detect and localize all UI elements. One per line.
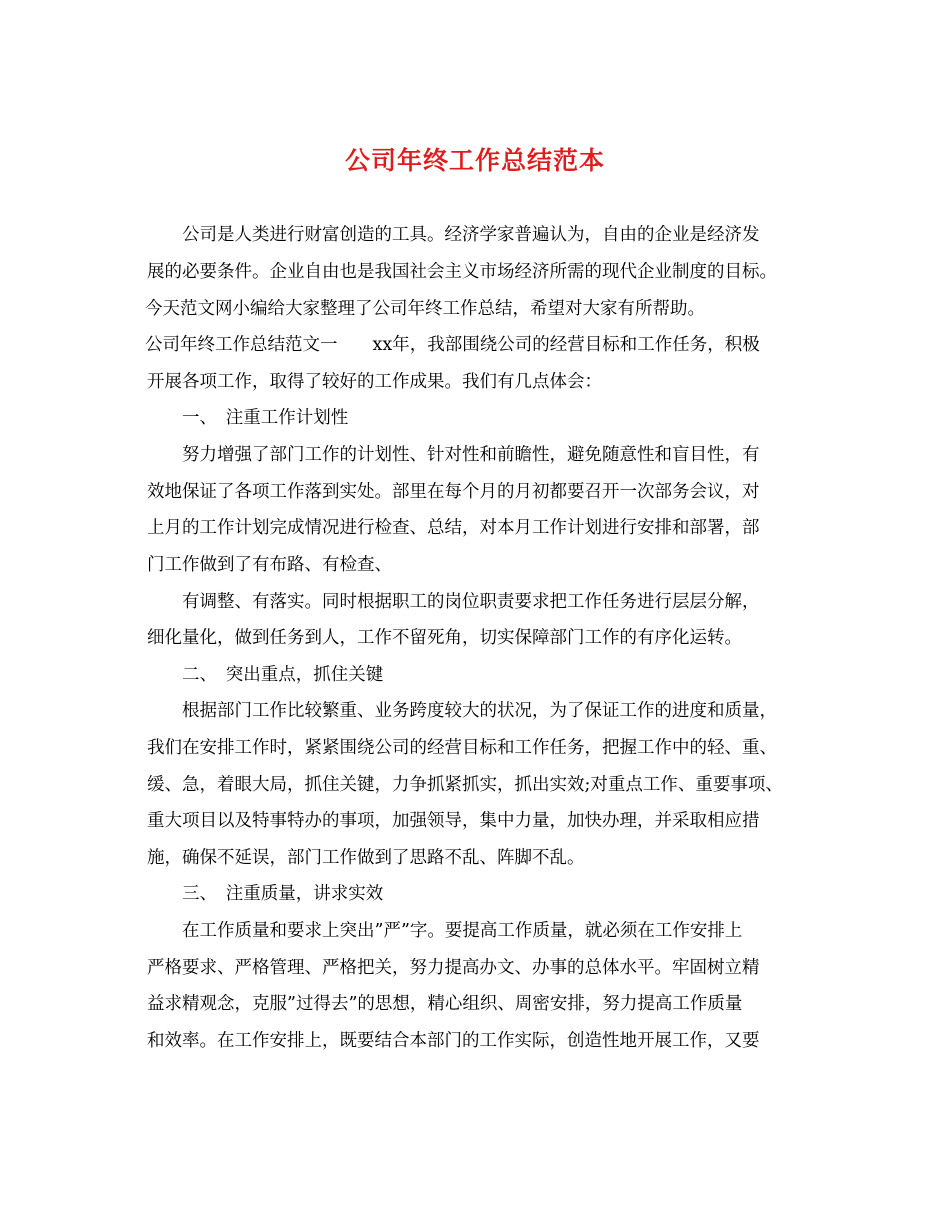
section-heading: 二、 突出重点，抓住关键 <box>182 665 384 685</box>
paragraph-line: 重大项目以及特事特办的事项，加强领导，集中力量，加快办理，并采取相应措 <box>147 811 760 831</box>
paragraph-line: 努力增强了部门工作的计划性、针对性和前瞻性，避免随意性和盲目性，有 <box>182 445 760 465</box>
paragraph-line: 开展各项工作，取得了较好的工作成果。我们有几点体会： <box>147 372 602 392</box>
paragraph-line: 我们在安排工作时，紧紧围绕公司的经营目标和工作任务，把握工作中的轻、重、 <box>147 738 777 758</box>
paragraph-line: 细化量化，做到任务到人，工作不留死角，切实保障部门工作的有序化运转。 <box>147 628 742 648</box>
paragraph-line: 公司年终工作总结范文一 xx年，我部围绕公司的经营目标和工作任务，积极 <box>145 335 760 355</box>
paragraph-line: 根据部门工作比较繁重、业务跨度较大的状况，为了保证工作的进度和质量， <box>182 701 777 721</box>
section-heading: 一、 注重工作计划性 <box>182 408 349 428</box>
paragraph-line: 在工作质量和要求上突出”严”字。要提高工作质量，就必须在工作安排上 <box>182 921 743 941</box>
paragraph-line: 今天范文网小编给大家整理了公司年终工作总结，希望对大家有所帮助。 <box>145 299 705 319</box>
paragraph-line: 门工作做到了有布路、有检查、 <box>147 555 392 575</box>
paragraph-line: 缓、急，着眼大局，抓住关键，力争抓紧抓实，抓出实效;对重点工作、重要事项、 <box>147 775 783 795</box>
section-heading: 三、 注重质量，讲求实效 <box>182 884 384 904</box>
paragraph-line: 效地保证了各项工作落到实处。部里在每个月的月初都要召开一次部务会议，对 <box>147 482 760 502</box>
page-title: 公司年终工作总结范本 <box>344 146 605 175</box>
paragraph-line: 有调整、有落实。同时根据职工的岗位职责要求把工作任务进行层层分解， <box>182 592 760 612</box>
paragraph-line: 施，确保不延误，部门工作做到了思路不乱、阵脚不乱。 <box>147 848 585 868</box>
paragraph-line: 益求精观念，克服”过得去”的思想，精心组织、周密安排，努力提高工作质量 <box>147 994 743 1014</box>
paragraph-line: 公司是人类进行财富创造的工具。经济学家普遍认为，自由的企业是经济发 <box>182 225 760 245</box>
paragraph-line: 上月的工作计划完成情况进行检查、总结，对本月工作计划进行安排和部署，部 <box>147 518 760 538</box>
paragraph-line: 和效率。在工作安排上，既要结合本部门的工作实际，创造性地开展工作，又要 <box>147 1031 760 1051</box>
paragraph-line: 严格要求、严格管理、严格把关，努力提高办文、办事的总体水平。牢固树立精 <box>147 958 760 978</box>
paragraph-line: 展的必要条件。企业自由也是我国社会主义市场经济所需的现代企业制度的目标。 <box>147 262 777 282</box>
